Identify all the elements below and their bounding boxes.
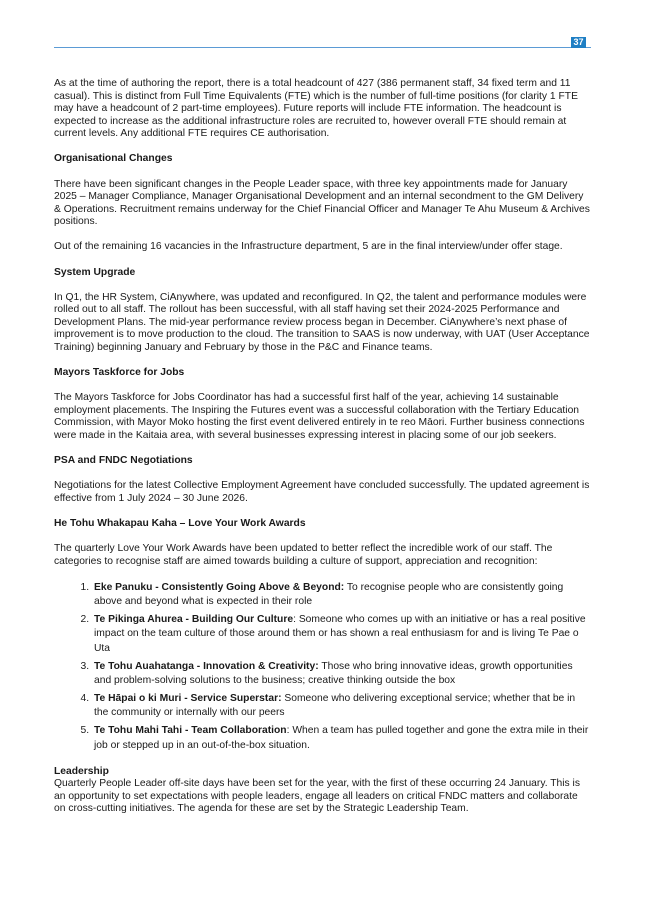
- document-body: [54, 78, 591, 829]
- awards-list: [54, 581, 591, 754]
- awards-heading: He Tohu Whakapau Kaha – Love Your Work Awards: [54, 517, 306, 529]
- intro-paragraph: As at the time of authoring the report, there is a total headcount of 427 (386 permanent staff, 34 fixed term and 11 casual). This is distinct from Full Time Equivalents (FTE) which is the number of full-time positions (for clarity 1 FTE may have a headcount of 2 part-time employees). Future reports will include FTE information. The headcount is expected to increase as the additional infrastructure roles are recruited to, however overall FTE should remain at current levels. Any additional FTE requires CE authorisation.: [54, 78, 578, 140]
- mayors-taskforce-paragraph: The Mayors Taskforce for Jobs Coordinator has had a successful first half of the year, achieving 14 sustainable employment placements. The Inspiring the Futures event was a successful collaboration with the Tertiary Education Commission, with Mayor Moko hosting the first event delivered entirely in te reo Māori. Further business connections were made in the Kaitaia area, with several businesses expressing interest in placing some of our job seekers.: [54, 392, 585, 441]
- system-upgrade-heading: System Upgrade: [54, 266, 136, 278]
- system-upgrade-paragraph: In Q1, the HR System, CiAnywhere, was updated and reconfigured. In Q2, the talent and performance modules were rolled out to all staff. The rollout has been successful, with all staff having set their 2024-2025 Performance and Development Plans. The mid-year performance review process began in December. CiAnywhere’s next phase of improvement is to move production to the cloud. The transition to SAAS is now underway, with UAT (User Acceptance Training) beginning January and February by those in the P&C and Finance teams.: [54, 291, 590, 353]
- list-item: 1. Eke Panuku - Consistently Going Above & Beyond: To recognise people who are consistently going above and beyond what is expected in their role: [92, 581, 591, 610]
- awards-paragraph: The quarterly Love Your Work Awards have been updated to better reflect the incredible work of our staff. The categories to recognise staff are aimed towards building a culture of support, appreciation and recognition:: [54, 542, 553, 567]
- leadership-heading: Leadership: [54, 765, 109, 777]
- leadership-paragraph: Quarterly People Leader off-site days have been set for the year, with the first of these occurring 24 January. This is an opportunity to set expectations with people leaders, engage all leaders on critical FNDC matters and collaborate on cross-cutting initiatives. The agenda for these are set by the Strategic Leadership Team.: [54, 778, 580, 815]
- list-item: 3. Te Tohu Auahatanga - Innovation & Creativity: Those who bring innovative ideas, growth opportunities and problem-solving solutions to the business; creative thinking outside the box: [92, 660, 591, 689]
- org-changes-paragraph-1: There have been significant changes in the People Leader space, with three key appointments made for January 2025 – Manager Compliance, Manager Organisational Development and an internal secondment to the GM Delivery & Operations. Recruitment remains underway for the Chief Financial Officer and Manager Te Ahu Museum & Archives positions.: [54, 178, 590, 228]
- page-number-badge: 37: [571, 37, 586, 48]
- psa-heading: PSA and FNDC Negotiations: [54, 455, 193, 467]
- header-rule: [54, 47, 591, 48]
- list-item: 2. Te Pikinga Ahurea - Building Our Culture: Someone who comes up with an initiative or has a real positive impact on the team culture of those around them or has shown a real enthusiasm for and is living Te Pae o Uta: [92, 613, 591, 657]
- list-item: 5. Te Tohu Mahi Tahi - Team Collaboration: When a team has pulled together and gone the extra mile in their job or stepped up in an out-of-the-box situation.: [92, 724, 591, 753]
- psa-paragraph: Negotiations for the latest Collective Employment Agreement have concluded successfully. The updated agreement is effective from 1 July 2024 – 30 June 2026.: [54, 480, 590, 504]
- mayors-taskforce-heading: Mayors Taskforce for Jobs: [54, 367, 185, 379]
- org-changes-heading: Organisational Changes: [54, 153, 173, 165]
- org-changes-paragraph-2: Out of the remaining 16 vacancies in the Infrastructure department, 5 are in the final interview/under offer stage.: [54, 241, 563, 253]
- list-item: 4. Te Hāpai o ki Muri - Service Superstar: Someone who delivering exceptional service; whether that be in the community or internally with our peers: [92, 692, 591, 721]
